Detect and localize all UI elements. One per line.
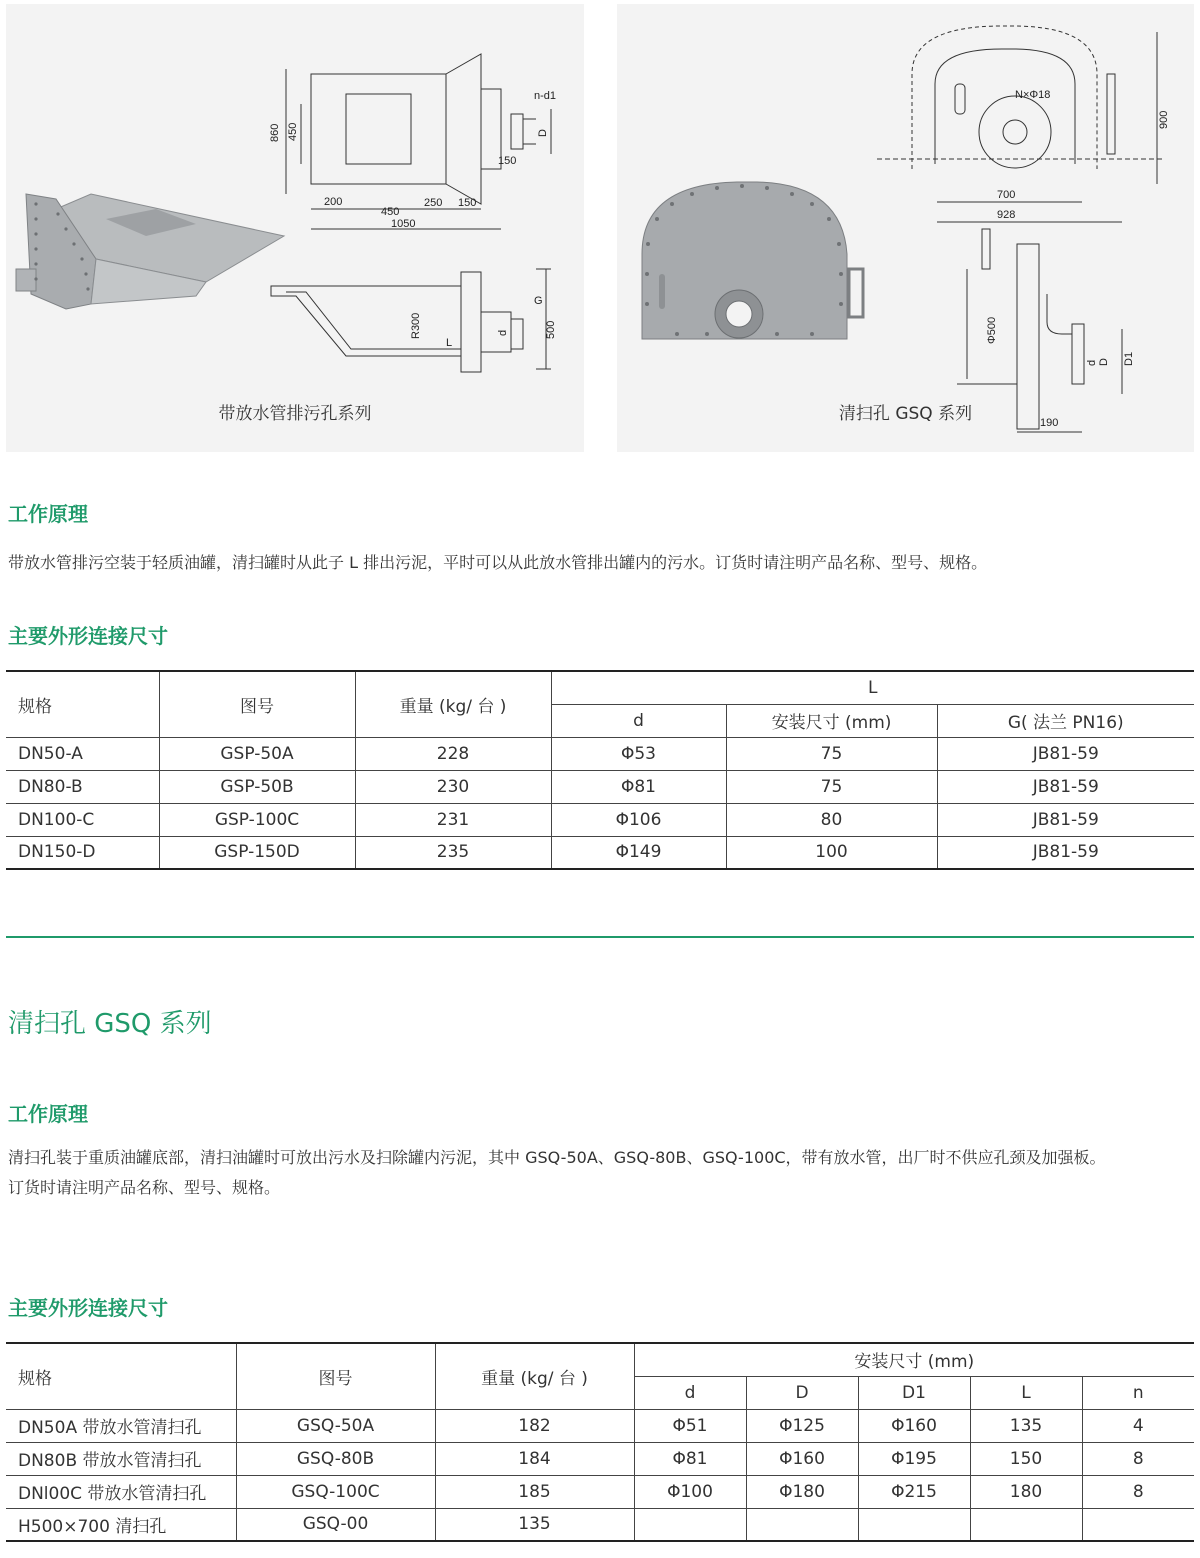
col-d: d [551, 704, 726, 737]
col-weight: 重量 (kg/ 台 ) [355, 671, 551, 737]
cleaning-hole-front-labels [997, 89, 1170, 221]
table-cell: DN80-B [6, 770, 159, 803]
table-row [6, 1508, 1194, 1541]
dimensions-table-1 [6, 670, 1194, 870]
table-cell: 75 [726, 770, 937, 803]
table-row [6, 1475, 1194, 1508]
table-cell: Φ149 [551, 836, 726, 869]
col-L: L [970, 1376, 1082, 1409]
table-cell: JB81-59 [937, 737, 1194, 770]
dim-Phi500: Φ500 [986, 316, 998, 344]
figure-caption-cleaning-hole: 清扫孔 GSQ 系列 [838, 404, 973, 424]
table-cell: Φ106 [551, 803, 726, 836]
table-cell: 231 [355, 803, 551, 836]
table-cell: 100 [726, 836, 937, 869]
figure-panel-cleaning-hole [617, 4, 1194, 452]
section-divider [6, 936, 1194, 938]
table-cell: 4 [1082, 1409, 1194, 1442]
table-row [6, 836, 1194, 869]
table-cell: 135 [970, 1409, 1082, 1442]
table-cell: Φ51 [634, 1409, 746, 1442]
dim-150: 150 [458, 197, 477, 209]
table-cell: Φ100 [634, 1475, 746, 1508]
drain-hole-product-image [16, 194, 284, 309]
col-D1: D1 [858, 1376, 970, 1409]
heading-dimensions-1: 主要外形连接尺寸 [8, 624, 168, 648]
table-cell: Φ53 [551, 737, 726, 770]
table-cell: JB81-59 [937, 836, 1194, 869]
principle-text-2-line2: 订货时请注明产品名称、型号、规格。 [8, 1178, 281, 1197]
table-cell: DN50-A [6, 737, 159, 770]
dim-500: 500 [545, 320, 557, 339]
table-cell: JB81-59 [937, 803, 1194, 836]
table-cell: GSQ-80B [236, 1442, 435, 1475]
table-cell: 180 [970, 1475, 1082, 1508]
dim-D: D [537, 129, 549, 137]
dim-450-vertical: 450 [287, 122, 299, 141]
table-row [6, 770, 1194, 803]
heading-working-principle-2: 工作原理 [8, 1102, 88, 1126]
drain-hole-section-labels [410, 295, 557, 349]
col-drawing-no: 图号 [236, 1343, 435, 1409]
table-cell: Φ215 [858, 1475, 970, 1508]
col-group-L: L [551, 671, 1194, 704]
section-title-gsq: 清扫孔 GSQ 系列 [8, 1009, 212, 1039]
dim-860: 860 [269, 123, 281, 142]
table-cell: GSQ-100C [236, 1475, 435, 1508]
dim-450-horizontal: 450 [381, 206, 400, 218]
heading-dimensions-2: 主要外形连接尺寸 [8, 1296, 168, 1320]
table-cell: Φ160 [746, 1442, 858, 1475]
table-cell: GSP-50A [159, 737, 355, 770]
table-cell: DN100-C [6, 803, 159, 836]
table-cell [970, 1508, 1082, 1541]
dim-200: 200 [324, 196, 343, 208]
table-cell: GSP-50B [159, 770, 355, 803]
col-D: D [746, 1376, 858, 1409]
col-d: d [634, 1376, 746, 1409]
col-G-flange: G( 法兰 PN16) [937, 704, 1194, 737]
table-cell: Φ81 [634, 1442, 746, 1475]
figure-caption-drain-hole: 带放水管排污孔系列 [218, 404, 372, 424]
cleaning-hole-drawing [617, 4, 1194, 452]
table-cell: Φ125 [746, 1409, 858, 1442]
col-install-size: 安装尺寸 (mm) [726, 704, 937, 737]
table-cell: 182 [435, 1409, 634, 1442]
col-drawing-no: 图号 [159, 671, 355, 737]
dim-700: 700 [997, 189, 1016, 201]
col-weight: 重量 (kg/ 台 ) [435, 1343, 634, 1409]
table-cell: 75 [726, 737, 937, 770]
table-cell: 228 [355, 737, 551, 770]
table-cell: H500×700 清扫孔 [6, 1508, 236, 1541]
drain-hole-drawing [6, 4, 584, 452]
table-cell: 150 [970, 1442, 1082, 1475]
table-cell: 185 [435, 1475, 634, 1508]
col-n: n [1082, 1376, 1194, 1409]
table-cell: GSQ-50A [236, 1409, 435, 1442]
cleaning-hole-front-view [877, 26, 1162, 222]
table-cell: Φ160 [858, 1409, 970, 1442]
dim-NxPhi18: N×Φ18 [1015, 89, 1051, 101]
table-cell: DN50A 带放水管清扫孔 [6, 1409, 236, 1442]
table-cell: DNl00C 带放水管清扫孔 [6, 1475, 236, 1508]
cleaning-hole-product-image [642, 182, 863, 339]
dim-side-D1: D1 [1123, 351, 1135, 366]
dim-d: d [497, 329, 509, 336]
dim-928: 928 [997, 209, 1016, 221]
table-cell: Φ180 [746, 1475, 858, 1508]
table-cell: DN80B 带放水管清扫孔 [6, 1442, 236, 1475]
dim-L: L [446, 337, 453, 349]
table-cell: 135 [435, 1508, 634, 1541]
dim-250: 250 [424, 197, 443, 209]
table-cell [746, 1508, 858, 1541]
dim-side-d: d [1086, 359, 1098, 366]
table-cell [858, 1508, 970, 1541]
principle-text-2-line1: 清扫孔装于重质油罐底部，清扫油罐时可放出污水及扫除罐内污泥，其中 GSQ-50A、GSQ-80B、GSQ-100C，带有放水管，出厂时不供应孔颈及加强板。 [8, 1148, 1106, 1167]
table-cell: 230 [355, 770, 551, 803]
dim-150-flange: 150 [498, 155, 517, 167]
table-cell: 8 [1082, 1442, 1194, 1475]
dim-n-d1: n-d1 [534, 90, 557, 102]
table-cell: JB81-59 [937, 770, 1194, 803]
table-cell: GSP-100C [159, 803, 355, 836]
dim-G: G [534, 295, 543, 307]
table-cell: 8 [1082, 1475, 1194, 1508]
principle-text-1: 带放水管排污空装于轻质油罐，清扫罐时从此子 L 排出污泥，平时可以从此放水管排出罐内的污水。订货时请注明产品名称、型号、规格。 [8, 553, 988, 572]
table-row [6, 1409, 1194, 1442]
dim-1050: 1050 [391, 218, 416, 230]
table-row [6, 1442, 1194, 1475]
col-spec: 规格 [6, 671, 159, 737]
principle-text-2 [8, 1143, 1196, 1203]
table-cell: GSQ-00 [236, 1508, 435, 1541]
table-cell [634, 1508, 746, 1541]
table-cell [1082, 1508, 1194, 1541]
dim-900: 900 [1158, 110, 1170, 129]
figure-panel-drain-hole [6, 4, 584, 452]
table-row [6, 803, 1194, 836]
table-cell: 80 [726, 803, 937, 836]
table-cell: Φ81 [551, 770, 726, 803]
dim-side-D: D [1098, 358, 1110, 366]
dim-190: 190 [1040, 417, 1059, 429]
col-group-install-size: 安装尺寸 (mm) [634, 1343, 1194, 1376]
heading-working-principle-1: 工作原理 [8, 502, 88, 526]
table-cell: DN150-D [6, 836, 159, 869]
dim-R300: R300 [410, 312, 422, 339]
table-row [6, 737, 1194, 770]
table-cell: GSP-150D [159, 836, 355, 869]
col-spec: 规格 [6, 1343, 236, 1409]
dimensions-table-2 [6, 1342, 1194, 1542]
table-cell: 184 [435, 1442, 634, 1475]
table-cell: 235 [355, 836, 551, 869]
table-cell: Φ195 [858, 1442, 970, 1475]
